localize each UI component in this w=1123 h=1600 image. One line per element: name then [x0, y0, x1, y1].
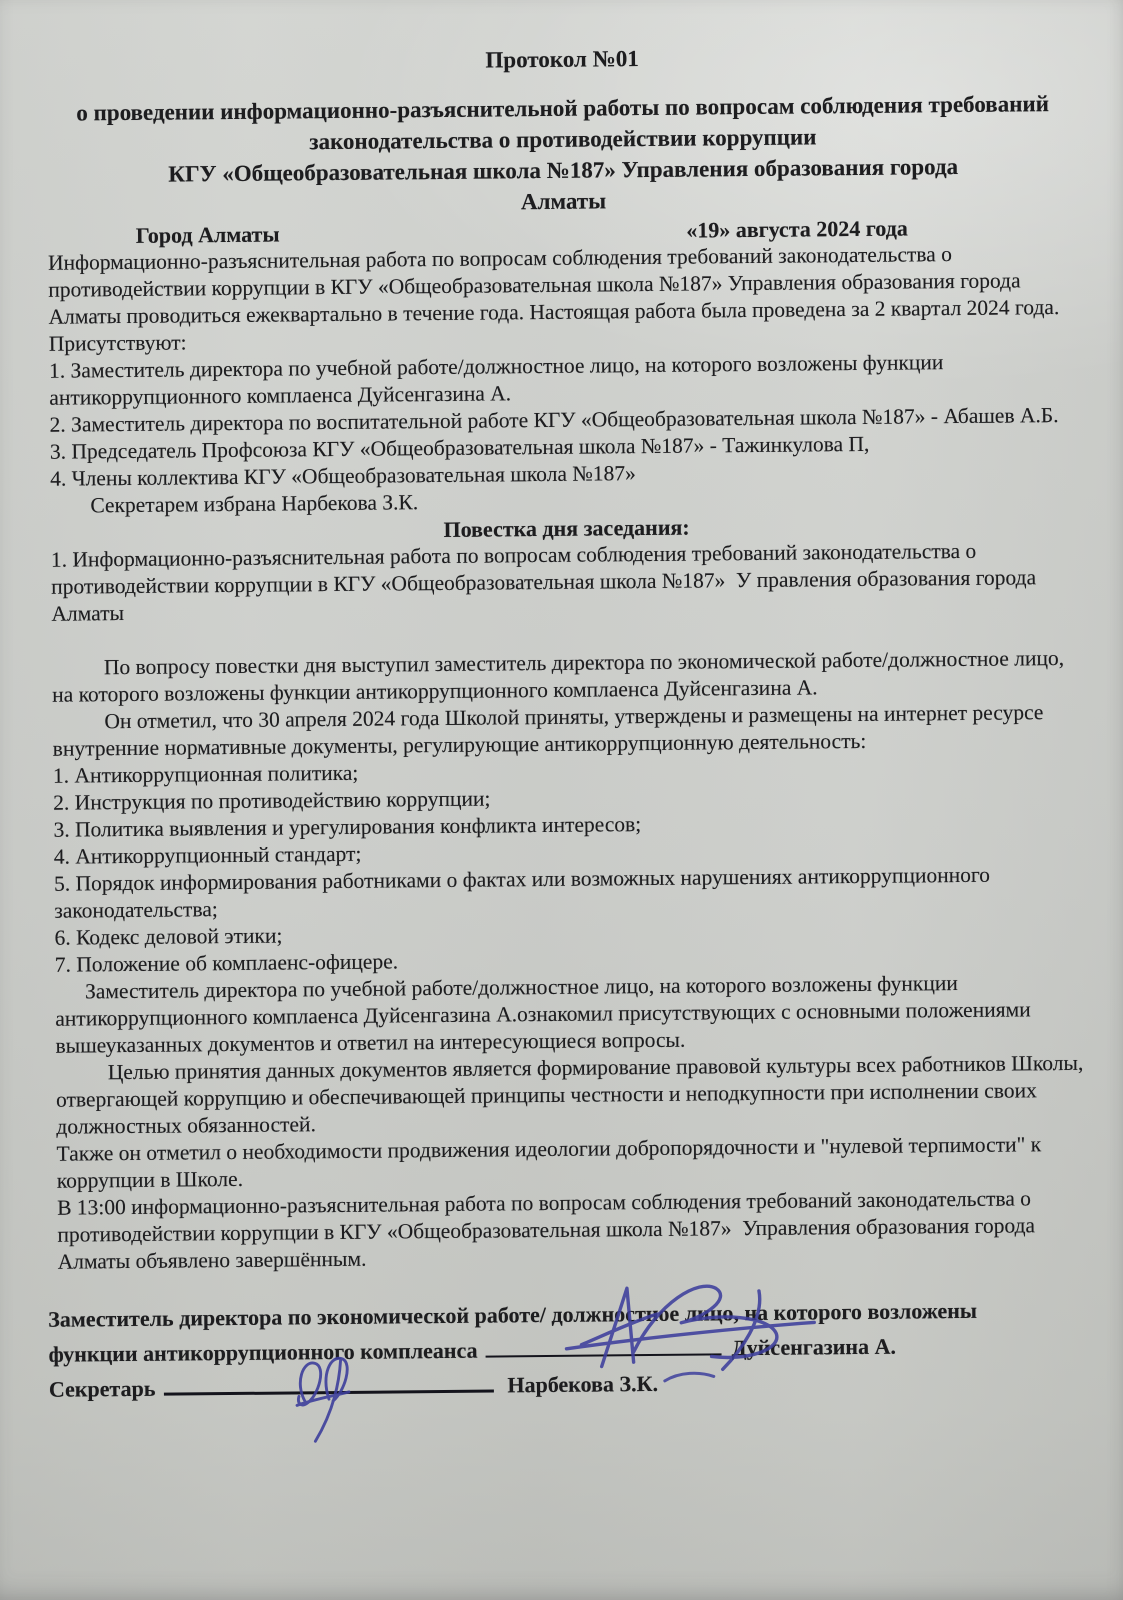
- agenda-item: 1. Информационно-разъяснительная работа по вопросам соблюдения требований законодательства о противодействии коррупции в КГУ «Общеобразовательная школа №187» У правления образования города Алматы: [50, 538, 1037, 626]
- signature-blank-line-2: [163, 1389, 493, 1396]
- body-paragraph-6: В 13:00 информационно-разъяснительная работа по вопросам соблюдения требований законодательства о противодействии коррупции в КГУ «Общеобразовательная школа №187» Управления образования города Алматы объявлено завершённым.: [57, 1186, 1036, 1274]
- intro-paragraph: Информационно-разъяснительная работа по вопросам соблюдения требований законодательства о противодействии коррупции в КГУ «Общеобразовательная школа №187» Управления образования города Алматы проводиться ежеквартально в течение года. Настоящая работа была проведена за 2 квартал 2024 года.: [47, 242, 1060, 329]
- document-subtitle-line1: о проведении информационно-разъяснительной работы по вопросам соблюдения требований: [76, 91, 1049, 126]
- body-paragraph-3: Заместитель директора по учебной работе/должностное лицо, на которого возложены функции антикоррупционного комплаенса Дуйсенгазина А.ознакомил присутствующих с основными положениями вышеуказанных документов и ответил на интересующиеся вопросы.: [55, 971, 1031, 1058]
- document-list-item: 7. Положение об комплаенс-офицере.: [54, 949, 399, 977]
- document-list-item: 2. Инструкция по противодействию коррупции;: [53, 786, 491, 815]
- secretary-label: Секретарь: [48, 1375, 156, 1402]
- signature-name-2: Нарбекова З.К.: [507, 1370, 659, 1398]
- attendee-item: 2. Заместитель директора по воспитательной работе КГУ «Общеобразовательная школа №187» - Абашев А.Б.: [49, 403, 1059, 437]
- document-title: Протокол №01: [485, 46, 639, 73]
- signature-block: [48, 1292, 1091, 1407]
- body-paragraph-2: Он отметил, что 30 апреля 2024 года Школой приняты, утверждены и размещены на интернет ресурсе внутренние нормативные документы, регулирующие антикоррупционную деятельность:: [52, 700, 1044, 761]
- body-paragraph-5: Также он отметил о необходимости продвижения идеологии добропорядочности и "нулевой терпимости" к коррупции в Школе.: [56, 1132, 1042, 1193]
- attendee-item: 1. Заместитель директора по учебной работе/должностное лицо, на которого возложены функции антикоррупционного комплаенса Дуйсенгазина А.: [48, 350, 944, 410]
- signature-name-1: Дуйсенгазина А.: [731, 1333, 897, 1361]
- document-list-item: 3. Политика выявления и урегулирования конфликта интересов;: [53, 812, 642, 842]
- document-list-item: 1. Антикоррупционная политика;: [52, 760, 359, 788]
- attendee-item: 4. Члены коллектива КГУ «Общеобразовательная школа №187»: [50, 461, 636, 491]
- document-list-item: 5. Порядок информирования работниками о фактах или возможных нарушениях антикоррупционного законодательства;: [53, 862, 991, 923]
- body-paragraph-4: Целью принятия данных документов является формирование правовой культуры всех работников Школы, отвергающей коррупцию и обеспечивающей принципы честности и неподкупности при исполнении своих должностных обязанностей.: [55, 1050, 1084, 1139]
- document-subtitle-line2: законодательства о противодействии коррупции: [309, 124, 817, 155]
- body-paragraph-1: По вопросу повестки дня выступил заместитель директора по экономической работе/должностное лицо, на которого возложены функции антикоррупционного комплаенса Дуйсенгазина А.: [52, 646, 1065, 707]
- signature-blank-line-1: [486, 1352, 722, 1357]
- document-list-item: 4. Антикоррупционный стандарт;: [53, 841, 362, 869]
- date-label: «19» августа 2024 года: [686, 215, 908, 243]
- place-label: Город Алматы: [135, 221, 280, 248]
- signature-row-1: Заместитель директора по экономической работе/ должностное лицо, на которого возложены: [48, 1297, 978, 1332]
- agenda-heading: Повестка дня заседания:: [443, 514, 690, 542]
- attendee-item: 3. Председатель Профсоюза КГУ «Общеобразовательная школа №187» - Тажинкулова П,: [49, 431, 870, 464]
- secretary-line: Секретарем избрана Нарбекова З.К.: [90, 490, 419, 518]
- document-subtitle-line4: Алматы: [520, 188, 607, 215]
- document-content: [46, 41, 1091, 1407]
- present-label: Присутствуют:: [48, 330, 187, 356]
- signature-row-2-label: функции антикоррупционного комплеанса: [48, 1337, 478, 1367]
- document-subtitle-line3: КГУ «Общеобразовательная школа №187» Управления образования города: [168, 154, 959, 187]
- document-list-item: 6. Кодекс деловой этики;: [54, 923, 283, 950]
